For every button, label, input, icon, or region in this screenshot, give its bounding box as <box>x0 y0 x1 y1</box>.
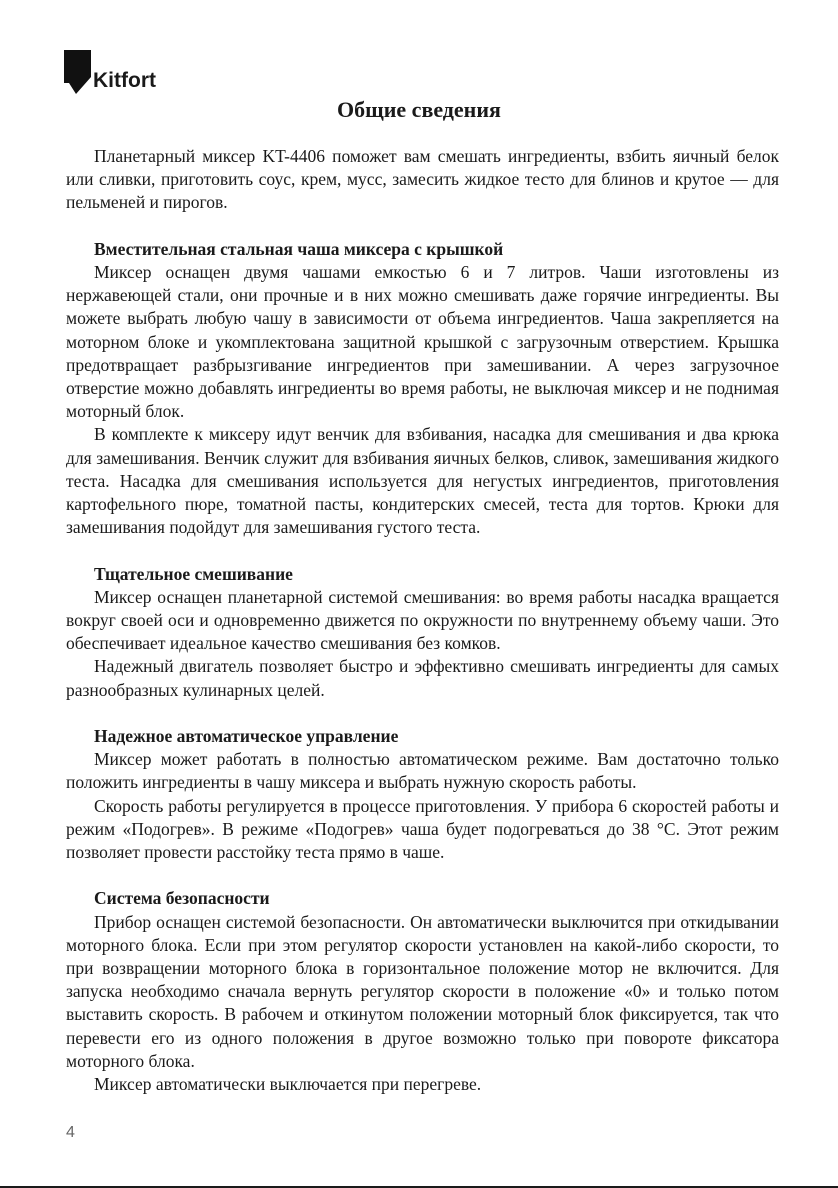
brand-logo <box>64 50 156 94</box>
page-title: Общие сведения <box>337 97 501 122</box>
section-paragraph: Миксер может работать в полностью автоматическом режиме. Вам достаточно только положить ингредиенты в чашу миксера и выбрать нужную скорость работы. <box>66 749 779 793</box>
kitfort-logo-icon <box>64 50 91 94</box>
section-heading: Тщательное смешивание <box>94 563 293 584</box>
section-heading: Надежное автоматическое управление <box>94 726 399 747</box>
section-paragraph: Скорость работы регулируется в процессе приготовления. У прибора 6 скоростей работы и режим «Подогрев». В режиме «Подогрев» чаша будет подогреваться до 38 °C. Этот режим позволяет провести расстойку теста прямо в чаше. <box>66 795 779 863</box>
section-paragraph: В комплекте к миксеру идут венчик для взбивания, насадка для смешивания и два крюка для замешивания. Венчик служит для взбивания яичных белков, сливок, замешивания жидкого теста. Насадка для смешивания используется для негустых ингредиентов, приготовления картофельного пюре, томатной пасты, кондитерских смесей, теста для тортов. Крюки для замешивания подойдут для замешивания густого теста. <box>66 424 779 538</box>
document-body <box>66 145 779 1096</box>
page-number: 4 <box>66 1124 75 1141</box>
section-heading: Вместительная стальная чаша миксера с крышкой <box>94 238 504 259</box>
section-paragraph: Прибор оснащен системой безопасности. Он автоматически выключится при откидывании моторного блока. Если при этом регулятор скорости установлен на какой-либо скорости, то при возвращении моторного блока в горизонтальное положение мотор не включится. Для запуска необходимо сначала вернуть регулятор скорости в положение «0» и только потом выставить скорость. В рабочем и откинутом положении моторный блок фиксируется, так что перевести его из одного положения в другое возможно только при повороте фиксатора моторного блока. <box>66 911 779 1071</box>
brand-name: Kitfort <box>93 69 156 92</box>
intro-paragraph: Планетарный миксер KT-4406 поможет вам смешать ингредиенты, взбить яичный белок или сливки, приготовить соус, крем, мусс, замесить жидкое тесто для блинов и крутое — для пельменей и пирогов. <box>66 146 779 213</box>
section-paragraph: Миксер оснащен планетарной системой смешивания: во время работы насадка вращается вокруг своей оси и одновременно движется по окружности по внутреннему объему чаши. Это обеспечивает идеальное качество смешивания без комков. <box>66 586 779 654</box>
section-heading: Система безопасности <box>94 888 270 909</box>
section-paragraph: Миксер автоматически выключается при перегреве. <box>94 1074 482 1095</box>
section-paragraph: Надежный двигатель позволяет быстро и эффективно смешивать ингредиенты для самых разнообразных кулинарных целей. <box>66 656 779 700</box>
section-paragraph: Миксер оснащен двумя чашами емкостью 6 и 7 литров. Чаши изготовлены из нержавеющей стали, они прочные и в них можно смешивать даже горячие ингредиенты. Вы можете выбрать любую чашу в зависимости от объема ингредиентов. Чаша закрепляется на моторном блоке и укомплектована защитной крышкой с загрузочным отверстием. Крышка предотвращает разбрызгивание ингредиентов при замешивании. А через загрузочное отверстие можно добавлять ингредиенты во время работы, не выключая миксер и не поднимая моторный блок. <box>66 262 779 422</box>
